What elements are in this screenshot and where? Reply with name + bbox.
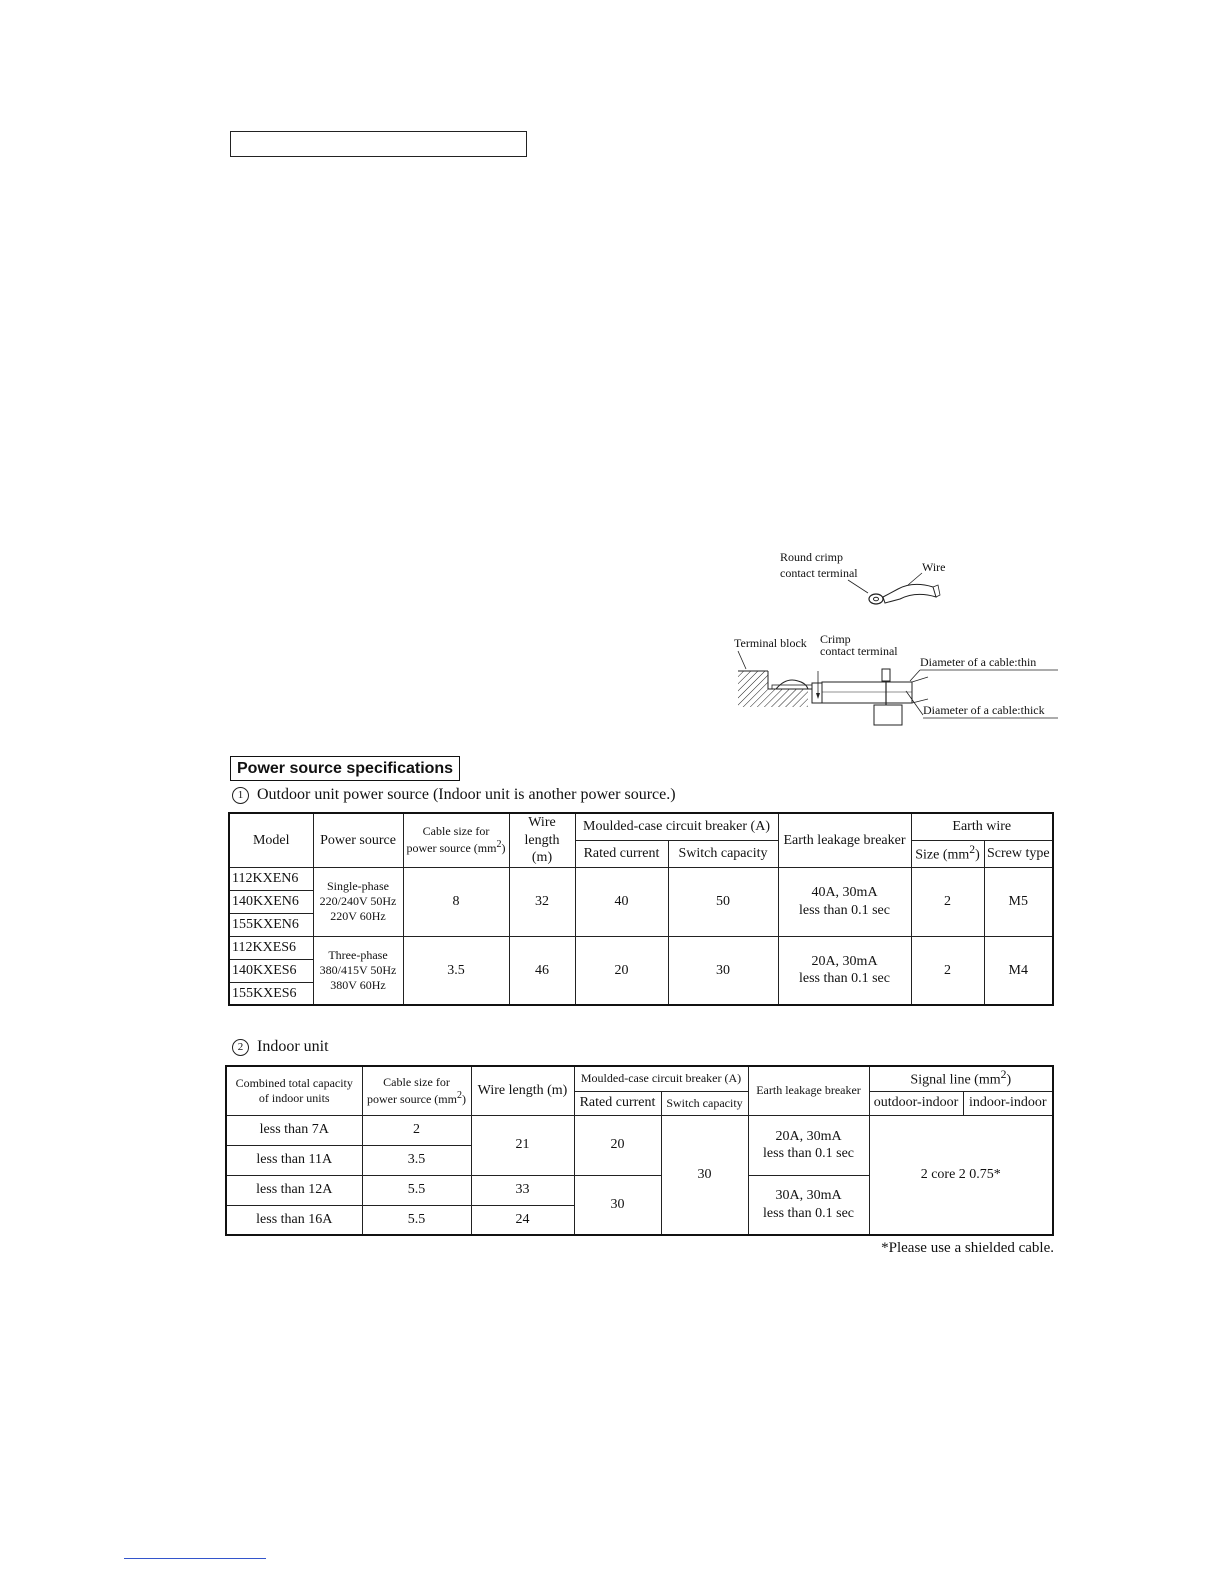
earth-leakage-cell: 40A, 30mA less than 0.1 sec xyxy=(778,867,911,936)
footnote: *Please use a shielded cable. xyxy=(881,1240,1054,1256)
signal-line-cell: 2 core 2 0.75* xyxy=(869,1115,1053,1235)
section-title: Power source specifications xyxy=(230,756,460,781)
header-earth-leakage: Earth leakage breaker xyxy=(778,813,911,867)
model-cell: 140KXES6 xyxy=(229,959,313,982)
rated-current-cell: 40 xyxy=(575,867,668,936)
header-rated-current: Rated current xyxy=(575,840,668,867)
wire-length-cell: 46 xyxy=(509,936,575,1005)
cable-size-cell: 3.5 xyxy=(403,936,509,1005)
header-signal-line: Signal line $(mm^2)$ xyxy=(869,1066,1053,1091)
model-cell: 112KXEN6 xyxy=(229,867,313,890)
earth-leakage-cell: 20A, 30mA less than 0.1 sec xyxy=(778,936,911,1005)
capacity-cell: less than 16A xyxy=(226,1205,362,1235)
header-switch-capacity: Switch capacity xyxy=(668,840,778,867)
rated-current-cell: 20 xyxy=(575,936,668,1005)
label-thick: Diameter of a cable:thick xyxy=(923,703,1045,717)
cable-size-cell: 8 xyxy=(403,867,509,936)
earth-leakage-cell: 30A, 30mA less than 0.1 sec xyxy=(748,1175,869,1235)
header-switch-capacity: Switch capacity xyxy=(661,1091,748,1115)
wire-length-cell: 24 xyxy=(471,1205,574,1235)
model-cell: 140KXEN6 xyxy=(229,890,313,913)
rated-current-cell: 30 xyxy=(574,1175,661,1235)
header-rated-current: Rated current xyxy=(574,1091,661,1115)
header-breaker: Moulded-case circuit breaker (A) xyxy=(574,1066,748,1091)
rated-current-cell: 20 xyxy=(574,1115,661,1175)
indoor-power-table xyxy=(225,1065,1054,1236)
label-round-crimp-2: contact terminal xyxy=(780,566,858,580)
header-model: Model xyxy=(229,813,313,867)
wire-length-cell: 33 xyxy=(471,1175,574,1205)
label-terminal-block: Terminal block xyxy=(734,636,807,650)
label-crimp-1: Crimp xyxy=(820,632,851,646)
cable-size-cell: 2 xyxy=(362,1115,471,1145)
label-round-crimp-1: Round crimp xyxy=(780,550,843,564)
switch-capacity-cell: 50 xyxy=(668,867,778,936)
header-capacity: Combined total capacity of indoor units xyxy=(226,1066,362,1115)
outdoor-number: 1 xyxy=(232,787,249,804)
earth-size-cell: 2 xyxy=(911,936,984,1005)
header-outdoor-indoor: outdoor-indoor xyxy=(869,1091,963,1115)
power-source-cell: Single-phase 220/240V 50Hz 220V 60Hz xyxy=(313,867,403,936)
crimp-terminal-diagram xyxy=(728,545,1068,735)
model-cell: 112KXES6 xyxy=(229,936,313,959)
label-wire: Wire xyxy=(922,560,946,574)
cable-size-cell: 5.5 xyxy=(362,1175,471,1205)
header-cable-size: Cable size for power source $(mm^2)$ xyxy=(362,1066,471,1115)
indoor-heading xyxy=(232,1038,329,1056)
label-crimp-2: contact terminal xyxy=(820,644,898,658)
header-wire-length: Wire length (m) xyxy=(509,813,575,867)
cable-size-cell: 3.5 xyxy=(362,1145,471,1175)
header-cable-size: Cable size for power source $(mm^2)$ xyxy=(403,813,509,867)
screw-type-cell: M5 xyxy=(984,867,1053,936)
header-earth-wire: Earth wire xyxy=(911,813,1053,840)
wire-length-cell: 21 xyxy=(471,1115,574,1175)
capacity-cell: less than 7A xyxy=(226,1115,362,1145)
header-indoor-indoor: indoor-indoor xyxy=(963,1091,1053,1115)
model-cell: 155KXEN6 xyxy=(229,913,313,936)
header-wire-length: Wire length (m) xyxy=(471,1066,574,1115)
empty-label-box xyxy=(230,131,527,157)
header-size: Size $(mm^2)$ xyxy=(911,840,984,867)
earth-leakage-cell: 20A, 30mA less than 0.1 sec xyxy=(748,1115,869,1175)
header-breaker: Moulded-case circuit breaker (A) xyxy=(575,813,778,840)
header-power-source: Power source xyxy=(313,813,403,867)
indoor-heading-text: Indoor unit xyxy=(257,1038,329,1055)
cable-size-cell: 5.5 xyxy=(362,1205,471,1235)
header-screw-type: Screw type xyxy=(984,840,1053,867)
model-cell: 155KXES6 xyxy=(229,982,313,1005)
switch-capacity-cell: 30 xyxy=(668,936,778,1005)
footer-divider xyxy=(124,1558,266,1559)
screw-type-cell: M4 xyxy=(984,936,1053,1005)
wire-length-cell: 32 xyxy=(509,867,575,936)
indoor-number: 2 xyxy=(232,1039,249,1056)
outdoor-heading-text: Outdoor unit power source (Indoor unit is another power source.) xyxy=(257,786,676,803)
switch-capacity-cell: 30 xyxy=(661,1115,748,1235)
capacity-cell: less than 12A xyxy=(226,1175,362,1205)
label-thin: Diameter of a cable:thin xyxy=(920,655,1037,669)
capacity-cell: less than 11A xyxy=(226,1145,362,1175)
power-source-cell: Three-phase 380/415V 50Hz 380V 60Hz xyxy=(313,936,403,1005)
earth-size-cell: 2 xyxy=(911,867,984,936)
outdoor-power-table xyxy=(228,812,1054,1006)
header-earth-leakage: Earth leakage breaker xyxy=(748,1066,869,1115)
outdoor-heading xyxy=(232,786,676,804)
